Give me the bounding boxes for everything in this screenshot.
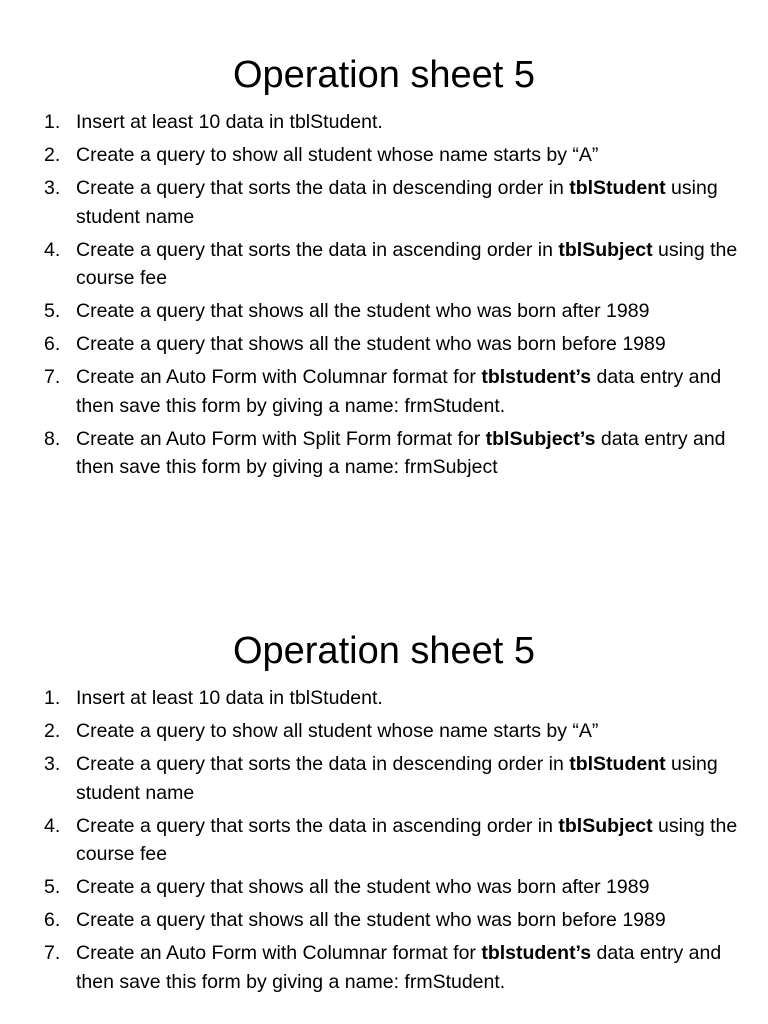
task-number: 6. bbox=[44, 909, 61, 931]
task-list bbox=[0, 684, 768, 1001]
task-number: 6. bbox=[44, 333, 61, 355]
task-table-name: tblSubject bbox=[558, 238, 653, 261]
task-item bbox=[0, 750, 768, 807]
task-text: using student name bbox=[76, 177, 718, 228]
task-text: Insert at least 10 data in tblStudent. bbox=[76, 111, 383, 133]
task-text: Insert at least 10 data in tblStudent. bbox=[76, 687, 383, 709]
task-item bbox=[0, 873, 768, 902]
task-item bbox=[0, 141, 768, 170]
task-table-name: tblSubject bbox=[558, 814, 653, 837]
task-text: Create a query that shows all the student who was born after 1989 bbox=[76, 876, 650, 898]
task-number: 4. bbox=[44, 238, 61, 261]
task-item bbox=[0, 297, 768, 326]
task-text: Create an Auto Form with Columnar format for bbox=[76, 366, 482, 388]
task-item bbox=[0, 174, 768, 231]
task-text: Create a query that shows all the student who was born after 1989 bbox=[76, 300, 650, 322]
task-text: using the course fee bbox=[76, 238, 738, 289]
task-number: 1. bbox=[44, 687, 61, 709]
task-table-name: tblSubject’s bbox=[485, 427, 596, 450]
task-item bbox=[0, 906, 768, 935]
task-text: Create a query that sorts the data in ascending order in bbox=[76, 238, 559, 261]
task-text: using student name bbox=[76, 753, 718, 804]
task-number: 1. bbox=[44, 111, 61, 133]
task-text: data entry and then save this form by giving a name: frmStudent. bbox=[76, 366, 722, 417]
task-table-name: tblstudent’s bbox=[481, 366, 592, 388]
task-item bbox=[0, 939, 768, 996]
sheet-title: Operation sheet 5 bbox=[232, 630, 536, 672]
task-item bbox=[0, 363, 768, 420]
task-text: Create a query that sorts the data in ascending order in bbox=[76, 814, 559, 837]
task-number: 4. bbox=[44, 814, 61, 837]
task-number: 2. bbox=[44, 720, 61, 742]
task-list bbox=[0, 108, 768, 486]
task-item bbox=[0, 717, 768, 746]
task-table-name: tblstudent’s bbox=[481, 942, 592, 964]
task-item bbox=[0, 684, 768, 713]
task-number: 8. bbox=[44, 427, 61, 450]
task-number: 5. bbox=[44, 300, 61, 322]
task-item bbox=[0, 330, 768, 359]
task-text: Create a query to show all student whose name starts by “A” bbox=[76, 720, 599, 742]
task-text: Create an Auto Form with Split Form format for bbox=[76, 427, 486, 450]
sheet-title: Operation sheet 5 bbox=[232, 54, 536, 96]
task-number: 7. bbox=[44, 366, 61, 388]
task-text: Create a query that shows all the student who was born before 1989 bbox=[76, 909, 666, 931]
task-text: data entry and then save this form by giving a name: frmStudent. bbox=[76, 942, 722, 993]
task-item bbox=[0, 108, 768, 137]
task-number: 5. bbox=[44, 876, 61, 898]
task-item bbox=[0, 236, 768, 293]
task-number: 2. bbox=[44, 144, 61, 166]
task-number: 3. bbox=[44, 753, 61, 775]
task-item bbox=[0, 425, 768, 482]
task-text: data entry and then save this form by giving a name: frmSubject bbox=[76, 427, 726, 478]
task-text: Create a query to show all student whose name starts by “A” bbox=[76, 144, 599, 166]
task-text: Create an Auto Form with Columnar format for bbox=[76, 942, 482, 964]
task-text: Create a query that sorts the data in descending order in bbox=[76, 177, 570, 199]
task-table-name: tblStudent bbox=[569, 753, 666, 775]
task-text: Create a query that shows all the student who was born before 1989 bbox=[76, 333, 666, 355]
task-text: Create a query that sorts the data in descending order in bbox=[76, 753, 570, 775]
task-table-name: tblStudent bbox=[569, 177, 666, 199]
task-number: 3. bbox=[44, 177, 61, 199]
task-text: using the course fee bbox=[76, 814, 738, 865]
task-item bbox=[0, 812, 768, 869]
task-number: 7. bbox=[44, 942, 61, 964]
